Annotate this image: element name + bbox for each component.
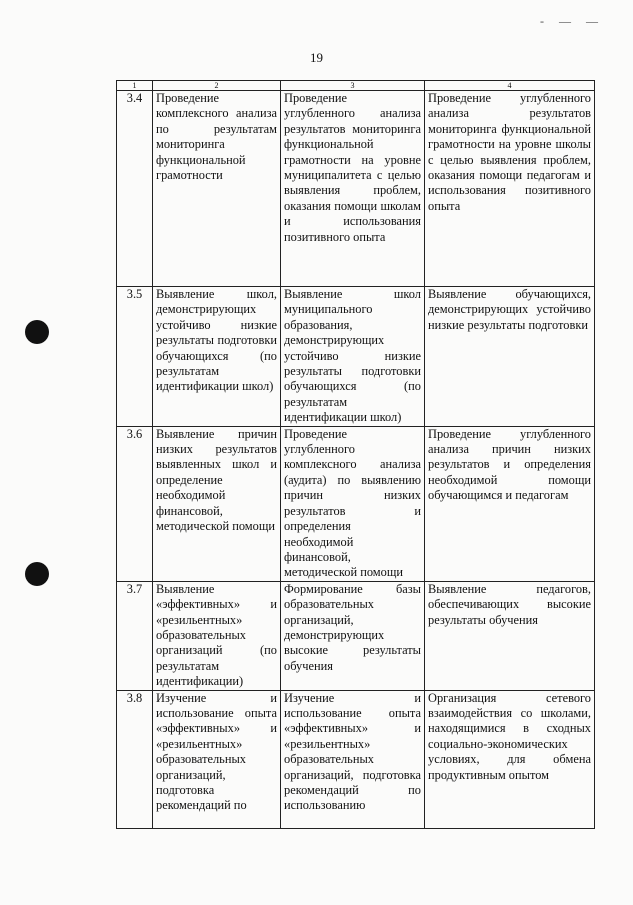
cell-school-level: Проведение углубленного анализа результатов мониторинга функциональной грамотности на уровне школы с целью выявления проблем, оказания помощи педагогам и использования позитивного опыта: [425, 91, 595, 287]
table-row: [117, 287, 595, 427]
row-number: 3.7: [117, 581, 153, 690]
cell-municipal-level: Проведение углубленного комплексного анализа (аудита) по выявлению причин низких результатов и определения необходимой финансовой, методической помощи: [281, 426, 425, 581]
table-row: [117, 426, 595, 581]
column-number-4: 4: [425, 81, 595, 91]
cell-municipal-level: Изучение и использование опыта «эффективных» и «резильентных» образовательных организаций, подготовка рекомендаций по использованию: [281, 690, 425, 828]
cell-school-level: Выявление педагогов, обеспечивающих высокие результаты обучения: [425, 581, 595, 690]
cell-region-level: Выявление школ, демонстрирующих устойчиво низкие результаты подготовки обучающихся (по результатам идентификации школ): [153, 287, 281, 427]
cell-school-level: Выявление обучающихся, демонстрирующих устойчиво низкие результаты подготовки: [425, 287, 595, 427]
row-number: 3.5: [117, 287, 153, 427]
cell-municipal-level: Выявление школ муниципального образования, демонстрирующих устойчиво низкие результаты подготовки обучающихся (по результатам идентификации школ): [281, 287, 425, 427]
punch-hole: [25, 562, 49, 586]
row-number: 3.4: [117, 91, 153, 287]
cell-municipal-level: Проведение углубленного анализа результатов мониторинга функциональной грамотности на уровне муниципалитета с целью выявления проблем, оказания помощи школам и использования позитивного опыта: [281, 91, 425, 287]
column-number-2: 2: [153, 81, 281, 91]
measures-table: [116, 80, 595, 829]
cell-region-level: Выявление причин низких результатов выявленных школ и определение необходимой финансовой, методической помощи: [153, 426, 281, 581]
table-row: [117, 690, 595, 828]
column-number-1: 1: [117, 81, 153, 91]
cell-municipal-level: Формирование базы образовательных организаций, демонстрирующих высокие результаты обучения: [281, 581, 425, 690]
column-number-3: 3: [281, 81, 425, 91]
cell-school-level: Организация сетевого взаимодействия со школами, находящимися в сходных социально-экономических условиях, для обмена продуктивным опытом: [425, 690, 595, 828]
table-row: [117, 91, 595, 287]
punch-hole: [25, 320, 49, 344]
cell-region-level: Выявление «эффективных» и «резильентных» образовательных организаций (по результатам идентификации): [153, 581, 281, 690]
cell-school-level: Проведение углубленного анализа причин низких результатов и определения необходимой помощи обучающимся и педагогам: [425, 426, 595, 581]
row-number: 3.6: [117, 426, 153, 581]
page-number: 19: [310, 50, 323, 65]
row-number: 3.8: [117, 690, 153, 828]
cell-region-level: Изучение и использование опыта «эффективных» и «резильентных» образовательных организаций, подготовка рекомендаций по: [153, 690, 281, 828]
cell-region-level: Проведение комплексного анализа по результатам мониторинга функциональной грамотности: [153, 91, 281, 287]
corner-marks: - — —: [540, 14, 604, 28]
table-header-row: [117, 81, 595, 91]
table-row: [117, 581, 595, 690]
